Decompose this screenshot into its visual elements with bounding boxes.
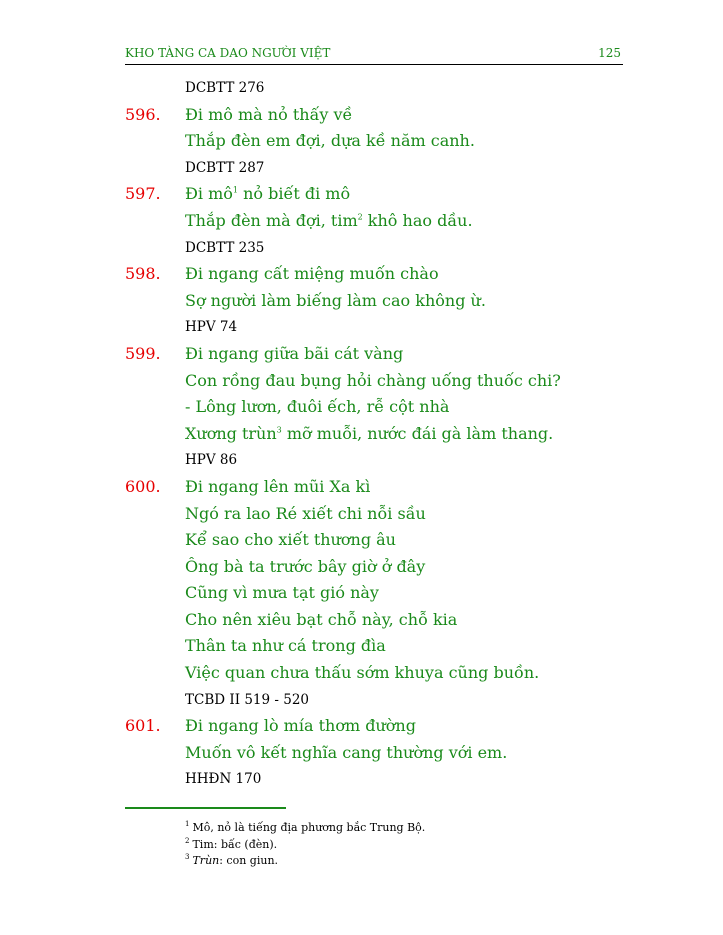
verse-number: 597.	[125, 184, 161, 204]
verse-text: Việc quan chưa thấu sớm khuya cũng buồn.	[185, 663, 540, 683]
verse-list	[0, 75, 723, 793]
citation-text: DCBTT 276	[185, 80, 265, 96]
footnote-marker: 3	[276, 425, 282, 435]
footnote	[185, 853, 425, 870]
verse-line	[0, 527, 723, 554]
footnote-rule	[125, 807, 286, 809]
verse-line	[0, 474, 723, 501]
verse-line	[0, 102, 723, 129]
footnote	[185, 837, 425, 854]
verse-text-part: Đi mô	[185, 184, 233, 204]
running-header	[125, 44, 623, 65]
verse-text: Cho nên xiêu bạt chỗ này, chỗ kia	[185, 609, 458, 629]
source-citation	[0, 75, 723, 102]
verse-text: Sợ người làm biếng làm cao không ừ.	[185, 290, 486, 310]
verse-text: Con rồng đau bụng hỏi chàng uống thuốc chi?	[185, 370, 561, 390]
verse-text: Đi mô mà nỏ thấy về	[185, 104, 353, 124]
footnote	[185, 820, 425, 837]
source-citation	[0, 447, 723, 474]
citation-text: HHĐN 170	[185, 771, 262, 788]
verse-text: Kể sao cho xiết thương âu	[185, 530, 396, 550]
footnote-text: : con giun.	[219, 854, 279, 867]
verse-text: Đi ngang giữa bãi cát vàng	[185, 343, 404, 363]
footnote-text: Mô, nỏ là tiếng địa phương bắc Trung Bộ.	[192, 821, 426, 834]
verse-line	[0, 394, 723, 421]
verse-line	[0, 288, 723, 315]
verse-text: - Lông lươn, đuôi ếch, rễ cột nhà	[185, 397, 450, 417]
footnote-term: Trùn	[192, 854, 220, 867]
footnote-number: 1	[185, 820, 190, 829]
verse-number: 596.	[125, 104, 161, 124]
verse-text: Thân ta như cá trong đìa	[185, 636, 386, 656]
verse-line	[0, 740, 723, 767]
verse-number: 601.	[125, 716, 161, 736]
verse-line	[0, 181, 723, 208]
verse-line	[0, 607, 723, 634]
verse-line	[0, 580, 723, 607]
verse-number: 600.	[125, 476, 161, 496]
verse-text-part: khô hao dầu.	[362, 210, 473, 230]
book-title: KHO TÀNG CA DAO NGƯỜI VIỆT	[125, 46, 331, 60]
verse-text: Ngó ra lao Ré xiết chi nỗi sầu	[185, 503, 426, 523]
footnote-marker: 2	[357, 212, 363, 222]
source-citation	[0, 155, 723, 182]
verse-number: 599.	[125, 343, 161, 363]
verse-line	[0, 341, 723, 368]
citation-text: DCBTT 287	[185, 159, 265, 176]
verse-text: Ông bà ta trước bây giờ ở đây	[185, 556, 426, 576]
verse-text: Đi ngang cất miệng muốn chào	[185, 264, 439, 284]
source-citation	[0, 766, 723, 793]
verse-text: Thắp đèn em đợi, dựa kề năm canh.	[185, 131, 475, 151]
footnotes	[185, 820, 425, 870]
verse-line	[0, 368, 723, 395]
verse-line	[0, 713, 723, 740]
verse-text: Đi ngang lên mũi Xa kì	[185, 476, 371, 496]
verse-line	[0, 660, 723, 687]
verse-line	[0, 421, 723, 448]
verse-text-part: Thắp đèn mà đợi, tim	[185, 210, 358, 230]
footnote-number: 3	[185, 853, 190, 862]
verse-text	[185, 421, 553, 448]
verse-line	[0, 633, 723, 660]
page-number: 125	[598, 46, 621, 60]
verse-text-part: Xương trùn	[185, 423, 277, 443]
citation-text: TCBD II 519 - 520	[185, 691, 310, 708]
verse-text: Đi ngang lò mía thơm đường	[185, 716, 416, 736]
verse-line	[0, 208, 723, 235]
verse-text: Muốn vô kết nghĩa cang thường với em.	[185, 742, 508, 762]
citation-text: HPV 86	[185, 452, 238, 469]
verse-line	[0, 554, 723, 581]
citation-text: HPV 74	[185, 319, 238, 336]
citation-text: DCBTT 235	[185, 239, 265, 256]
verse-text-part: nỏ biết đi mô	[238, 184, 351, 204]
verse-number: 598.	[125, 264, 161, 284]
footnote-marker: 1	[232, 186, 239, 196]
footnote-number: 2	[185, 836, 190, 845]
verse-text-part: mỡ muỗi, nước đái gà làm thang.	[281, 423, 554, 443]
verse-line	[0, 128, 723, 155]
source-citation	[0, 314, 723, 341]
verse-line	[0, 501, 723, 528]
footnote-text: Tim: bấc (đèn).	[192, 837, 278, 851]
verse-text	[185, 208, 473, 235]
source-citation	[0, 687, 723, 714]
verse-line	[0, 261, 723, 288]
verse-text	[185, 181, 350, 208]
verse-text: Cũng vì mưa tạt gió này	[185, 583, 379, 603]
source-citation	[0, 235, 723, 262]
